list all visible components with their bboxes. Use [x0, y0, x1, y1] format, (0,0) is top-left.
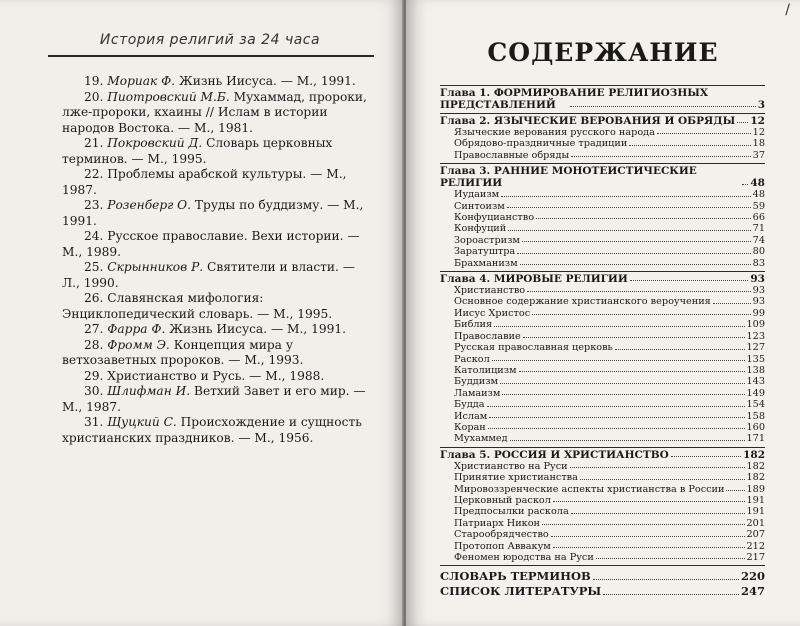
reference-entry	[62, 291, 372, 322]
toc-chapter	[440, 273, 765, 285]
toc-item	[440, 150, 765, 161]
toc-item-page: 154	[746, 399, 765, 411]
dot-leader	[492, 360, 745, 361]
dot-leader	[532, 314, 751, 315]
toc-chapter-page: 182	[743, 448, 765, 461]
dot-leader	[596, 558, 745, 559]
toc-item-label: Православные обряды	[454, 149, 570, 161]
toc-item-label: Феномен юродства на Руси	[454, 552, 594, 563]
toc-item-page: 212	[746, 540, 765, 552]
toc-chapter-label: Глава 5. РОССИЯ И ХРИСТИАНСТВО	[440, 448, 669, 461]
toc-item-page: 182	[746, 472, 765, 484]
toc-item-page: 182	[746, 460, 765, 472]
toc-item	[440, 285, 765, 296]
toc-item-label: Брахманизм	[454, 257, 518, 269]
toc-item-page: 99	[752, 307, 765, 319]
reference-text: Мухаммад, пророки, лже-пророки, кхаины // Ислам в истории народов Востока. — М., 1981.	[62, 89, 367, 135]
reference-entry	[62, 167, 372, 198]
dot-leader	[542, 524, 744, 525]
running-head: История религий за 24 часа	[99, 32, 321, 48]
reference-number: 21.	[84, 136, 108, 150]
toc-item-label: Раскол	[454, 353, 490, 365]
toc-item	[440, 201, 765, 212]
toc-item-label: Ислам	[454, 410, 488, 422]
toc-item-page: 135	[746, 353, 765, 365]
toc-item-page: 71	[752, 223, 765, 235]
dot-leader	[487, 406, 745, 407]
toc-item-label: Предпосылки раскола	[454, 506, 569, 518]
reference-entry	[62, 369, 372, 385]
reference-text: Жизнь Иисуса. — М., 1991.	[179, 74, 356, 88]
reference-author: Мориак Ф.	[107, 74, 176, 88]
toc-title: СОДЕРЖАНИЕ	[487, 38, 719, 67]
toc-item-page: 158	[746, 410, 765, 422]
reference-text: Словарь церковных терминов. — М., 1995.	[62, 136, 333, 166]
toc-item-label: Языческие верования русского народа	[454, 127, 655, 138]
dot-leader	[737, 122, 748, 123]
toc-chapter-block	[440, 113, 765, 161]
toc-item	[440, 472, 765, 483]
dot-leader	[510, 440, 745, 441]
dot-leader	[551, 536, 745, 537]
toc-item	[440, 127, 765, 138]
dot-leader	[571, 513, 745, 514]
reference-text: Святители и власти. — Л., 1990.	[62, 260, 355, 290]
toc-appendix-entry-page: 247	[740, 584, 765, 599]
toc-item-page: 127	[746, 342, 765, 354]
toc-item-page: 93	[752, 285, 765, 297]
reference-text: Русское православие. Вехи истории. — М., 1989.	[62, 229, 360, 259]
toc-item-label: Мировоззренческие аспекты христианства в России	[454, 483, 725, 495]
reference-text: Труды по буддизму. — М., 1991.	[62, 198, 364, 228]
dot-leader	[500, 383, 744, 384]
corner-pencil-mark: /	[785, 2, 790, 18]
toc-item	[440, 506, 765, 517]
toc-item-label: Патриарх Никон	[454, 517, 541, 529]
toc-item-label: Иудаизм	[454, 189, 500, 201]
reference-author: Скрынников Р.	[107, 260, 204, 274]
toc-chapter-page: 3	[757, 99, 765, 111]
toc-chapter-block	[440, 85, 765, 111]
toc-item-page: 37	[752, 149, 765, 161]
toc-item-page: 66	[752, 212, 765, 224]
dot-leader	[713, 303, 751, 304]
reference-entry	[62, 198, 372, 229]
toc-item	[440, 212, 765, 223]
dot-leader	[494, 326, 744, 327]
reference-list	[62, 74, 372, 446]
toc-item-page: 201	[746, 517, 765, 529]
toc-item-label: Буддизм	[454, 376, 499, 388]
toc-item-label: Основное содержание христианского вероучения	[454, 296, 711, 308]
reference-author: Щуцкий С.	[107, 415, 177, 429]
toc-item-page: 59	[752, 200, 765, 212]
reference-number: 24.	[84, 229, 108, 243]
reference-text: Концепция мира у ветхозаветных пророков. — М., 1993.	[62, 337, 304, 367]
toc-item	[440, 365, 765, 376]
reference-entry	[62, 229, 372, 260]
dot-leader	[507, 207, 751, 208]
toc-item-label: Заратуштра	[454, 246, 516, 258]
toc-item-page: 160	[746, 421, 765, 433]
toc-item	[440, 433, 765, 444]
toc-item-label: Старообрядчество	[454, 529, 549, 541]
reference-number: 31.	[84, 415, 108, 429]
reference-number: 30.	[84, 384, 108, 398]
dot-leader	[615, 349, 745, 350]
toc-item-label: Будда	[454, 399, 485, 411]
toc-item-label: Конфуций	[454, 223, 507, 235]
toc-item-page: 149	[746, 387, 765, 399]
toc-item	[440, 399, 765, 410]
toc-chapter-label: Глава 2. ЯЗЫЧЕСКИЕ ВЕРОВАНИЯ И ОБРЯДЫ	[440, 115, 736, 127]
reference-author: Фромм Э.	[107, 337, 170, 352]
dot-leader	[527, 291, 751, 292]
dot-leader	[519, 371, 745, 372]
dot-leader	[580, 479, 745, 480]
toc-chapter-label: Глава 4. МИРОВЫЕ РЕЛИГИИ	[440, 273, 628, 286]
toc-item	[440, 518, 765, 529]
dot-leader	[502, 394, 744, 395]
toc-item-label: Библия	[454, 319, 493, 331]
dot-leader	[523, 337, 745, 338]
toc-chapter	[440, 165, 765, 189]
toc-item-label: Ламаизм	[454, 387, 501, 399]
toc-chapter-block	[440, 163, 765, 269]
toc-appendix-block	[440, 565, 765, 599]
dot-leader	[508, 230, 750, 231]
reference-number: 26.	[84, 291, 108, 305]
toc-item-label: Иисус Христос	[454, 307, 531, 319]
reference-entry	[62, 136, 372, 167]
toc-item	[440, 422, 765, 433]
toc-item-label: Православие	[454, 330, 521, 342]
toc-item-label: Протопоп Аввакум	[454, 540, 551, 552]
toc-chapter	[440, 115, 765, 127]
dot-leader	[536, 218, 751, 219]
dot-leader	[520, 264, 751, 265]
toc-item	[440, 411, 765, 422]
dot-leader	[629, 145, 750, 146]
dot-leader	[657, 133, 751, 134]
reference-number: 19.	[84, 74, 108, 88]
toc-appendix-entry-page: 220	[740, 569, 765, 584]
toc-item-label: Зороастризм	[454, 234, 520, 246]
toc-item	[440, 388, 765, 399]
dot-leader	[571, 156, 751, 157]
table-of-contents	[440, 85, 765, 599]
toc-chapter-block	[440, 271, 765, 445]
toc-item-page: 207	[746, 529, 765, 541]
toc-item-label: Русская православная церковь	[454, 342, 613, 354]
toc-item-page: 143	[746, 376, 765, 388]
toc-item-label: Церковный раскол	[454, 494, 551, 506]
reference-entry	[62, 260, 372, 291]
toc-chapter-page: 48	[750, 177, 765, 190]
reference-entry	[62, 322, 372, 338]
toc-item-page: 74	[752, 234, 765, 246]
reference-number: 25.	[84, 260, 108, 274]
toc-item-page: 191	[746, 494, 765, 506]
toc-item-label: Обрядово-праздничные традиции	[454, 138, 628, 150]
dot-leader	[488, 428, 745, 429]
toc-item	[440, 138, 765, 149]
dot-leader	[517, 253, 750, 254]
reference-author: Пиотровский М.Б.	[107, 89, 230, 104]
reference-text: Происхождение и сущность христианских праздников. — М., 1956.	[62, 415, 362, 445]
reference-text: Жизнь Иисуса. — М., 1991.	[169, 322, 347, 336]
reference-number: 20.	[84, 89, 108, 104]
toc-item	[440, 258, 765, 269]
reference-entry	[62, 415, 372, 446]
toc-item	[440, 552, 765, 563]
toc-item-page: 217	[746, 552, 765, 563]
toc-chapter-label: Глава 1. ФОРМИРОВАНИЕ РЕЛИГИОЗНЫХ ПРЕДСТАВЛЕНИЙ	[440, 87, 709, 111]
toc-item	[440, 495, 765, 506]
toc-item-label: Христианство	[454, 285, 526, 297]
toc-chapter-page: 93	[750, 273, 765, 286]
toc-item	[440, 529, 765, 540]
dot-leader	[570, 106, 756, 107]
toc-chapter-block	[440, 447, 765, 564]
toc-item-page: 48	[752, 189, 765, 201]
dot-leader	[553, 501, 745, 502]
reference-author: Шлифман И.	[107, 384, 191, 398]
toc-item	[440, 296, 765, 307]
dot-leader	[726, 490, 744, 491]
reference-text: Христианство и Русь. — М., 1988.	[107, 368, 325, 383]
reference-number: 22.	[84, 167, 108, 181]
toc-item-label: Синтоизм	[454, 200, 505, 212]
toc-item-page: 83	[752, 257, 765, 269]
toc-item-page: 80	[752, 246, 765, 258]
toc-item-label: Конфуцианство	[454, 212, 535, 224]
running-head-rule	[48, 55, 374, 57]
toc-item	[440, 189, 765, 200]
toc-item-page: 138	[746, 364, 765, 376]
reference-entry	[62, 74, 372, 90]
dot-leader	[553, 547, 745, 548]
reference-entry	[62, 338, 372, 369]
reference-number: 23.	[84, 198, 108, 212]
toc-item-label: Коран	[454, 421, 486, 433]
dot-leader	[570, 467, 745, 468]
reference-entry	[62, 384, 372, 415]
toc-item-label: Мухаммед	[454, 433, 508, 445]
toc-item	[440, 376, 765, 387]
reference-author: Фарра Ф.	[107, 322, 166, 336]
toc-chapter-page: 12	[750, 115, 765, 127]
dot-leader	[501, 196, 751, 197]
reference-number: 29.	[84, 368, 108, 383]
toc-item-label: Принятие христианства	[454, 472, 578, 484]
reference-entry	[62, 90, 372, 137]
dot-leader	[603, 594, 739, 595]
reference-number: 27.	[84, 322, 108, 336]
toc-item	[440, 342, 765, 353]
toc-chapter-label: Глава 3. РАННИЕ МОНОТЕИСТИЧЕСКИЕ РЕЛИГИИ	[440, 165, 697, 190]
toc-appendix-entry	[440, 569, 765, 584]
toc-item-page: 12	[752, 127, 765, 138]
toc-item-page: 18	[752, 138, 765, 150]
reference-number: 28.	[84, 337, 108, 352]
toc-item	[440, 461, 765, 472]
toc-item	[440, 235, 765, 246]
dot-leader	[489, 417, 744, 418]
toc-appendix-entry	[440, 584, 765, 599]
dot-leader	[522, 241, 751, 242]
dot-leader	[630, 280, 749, 281]
toc-item-label: Католицизм	[454, 364, 517, 376]
dot-leader	[742, 184, 748, 185]
toc-item-page: 123	[746, 330, 765, 342]
toc-item	[440, 331, 765, 342]
reference-author: Покровский Д.	[107, 136, 203, 150]
dot-leader	[671, 456, 741, 457]
reference-text: Ветхий Завет и его мир. — М., 1987.	[62, 384, 366, 414]
dot-leader	[593, 579, 739, 580]
reference-text: Проблемы арабской культуры. — М., 1987.	[62, 167, 347, 197]
reference-text: Славянская мифология: Энциклопедический словарь. — М., 1995.	[62, 291, 333, 321]
toc-item	[440, 223, 765, 234]
toc-item	[440, 354, 765, 365]
toc-item-page: 109	[746, 319, 765, 331]
toc-item-label: Христианство на Руси	[454, 460, 568, 472]
toc-item	[440, 541, 765, 552]
toc-item	[440, 308, 765, 319]
toc-item-page: 191	[746, 506, 765, 518]
toc-item-page: 93	[752, 296, 765, 308]
toc-item-page: 189	[746, 483, 765, 495]
toc-item-page: 171	[746, 433, 765, 445]
toc-appendix-entry-label: СПИСОК ЛИТЕРАТУРЫ	[440, 584, 602, 599]
reference-author: Розенберг О.	[107, 198, 192, 212]
toc-item	[440, 319, 765, 330]
toc-appendix-entry-label: СЛОВАРЬ ТЕРМИНОВ	[440, 569, 591, 584]
toc-chapter	[440, 449, 765, 461]
toc-item	[440, 484, 765, 495]
toc-item	[440, 246, 765, 257]
